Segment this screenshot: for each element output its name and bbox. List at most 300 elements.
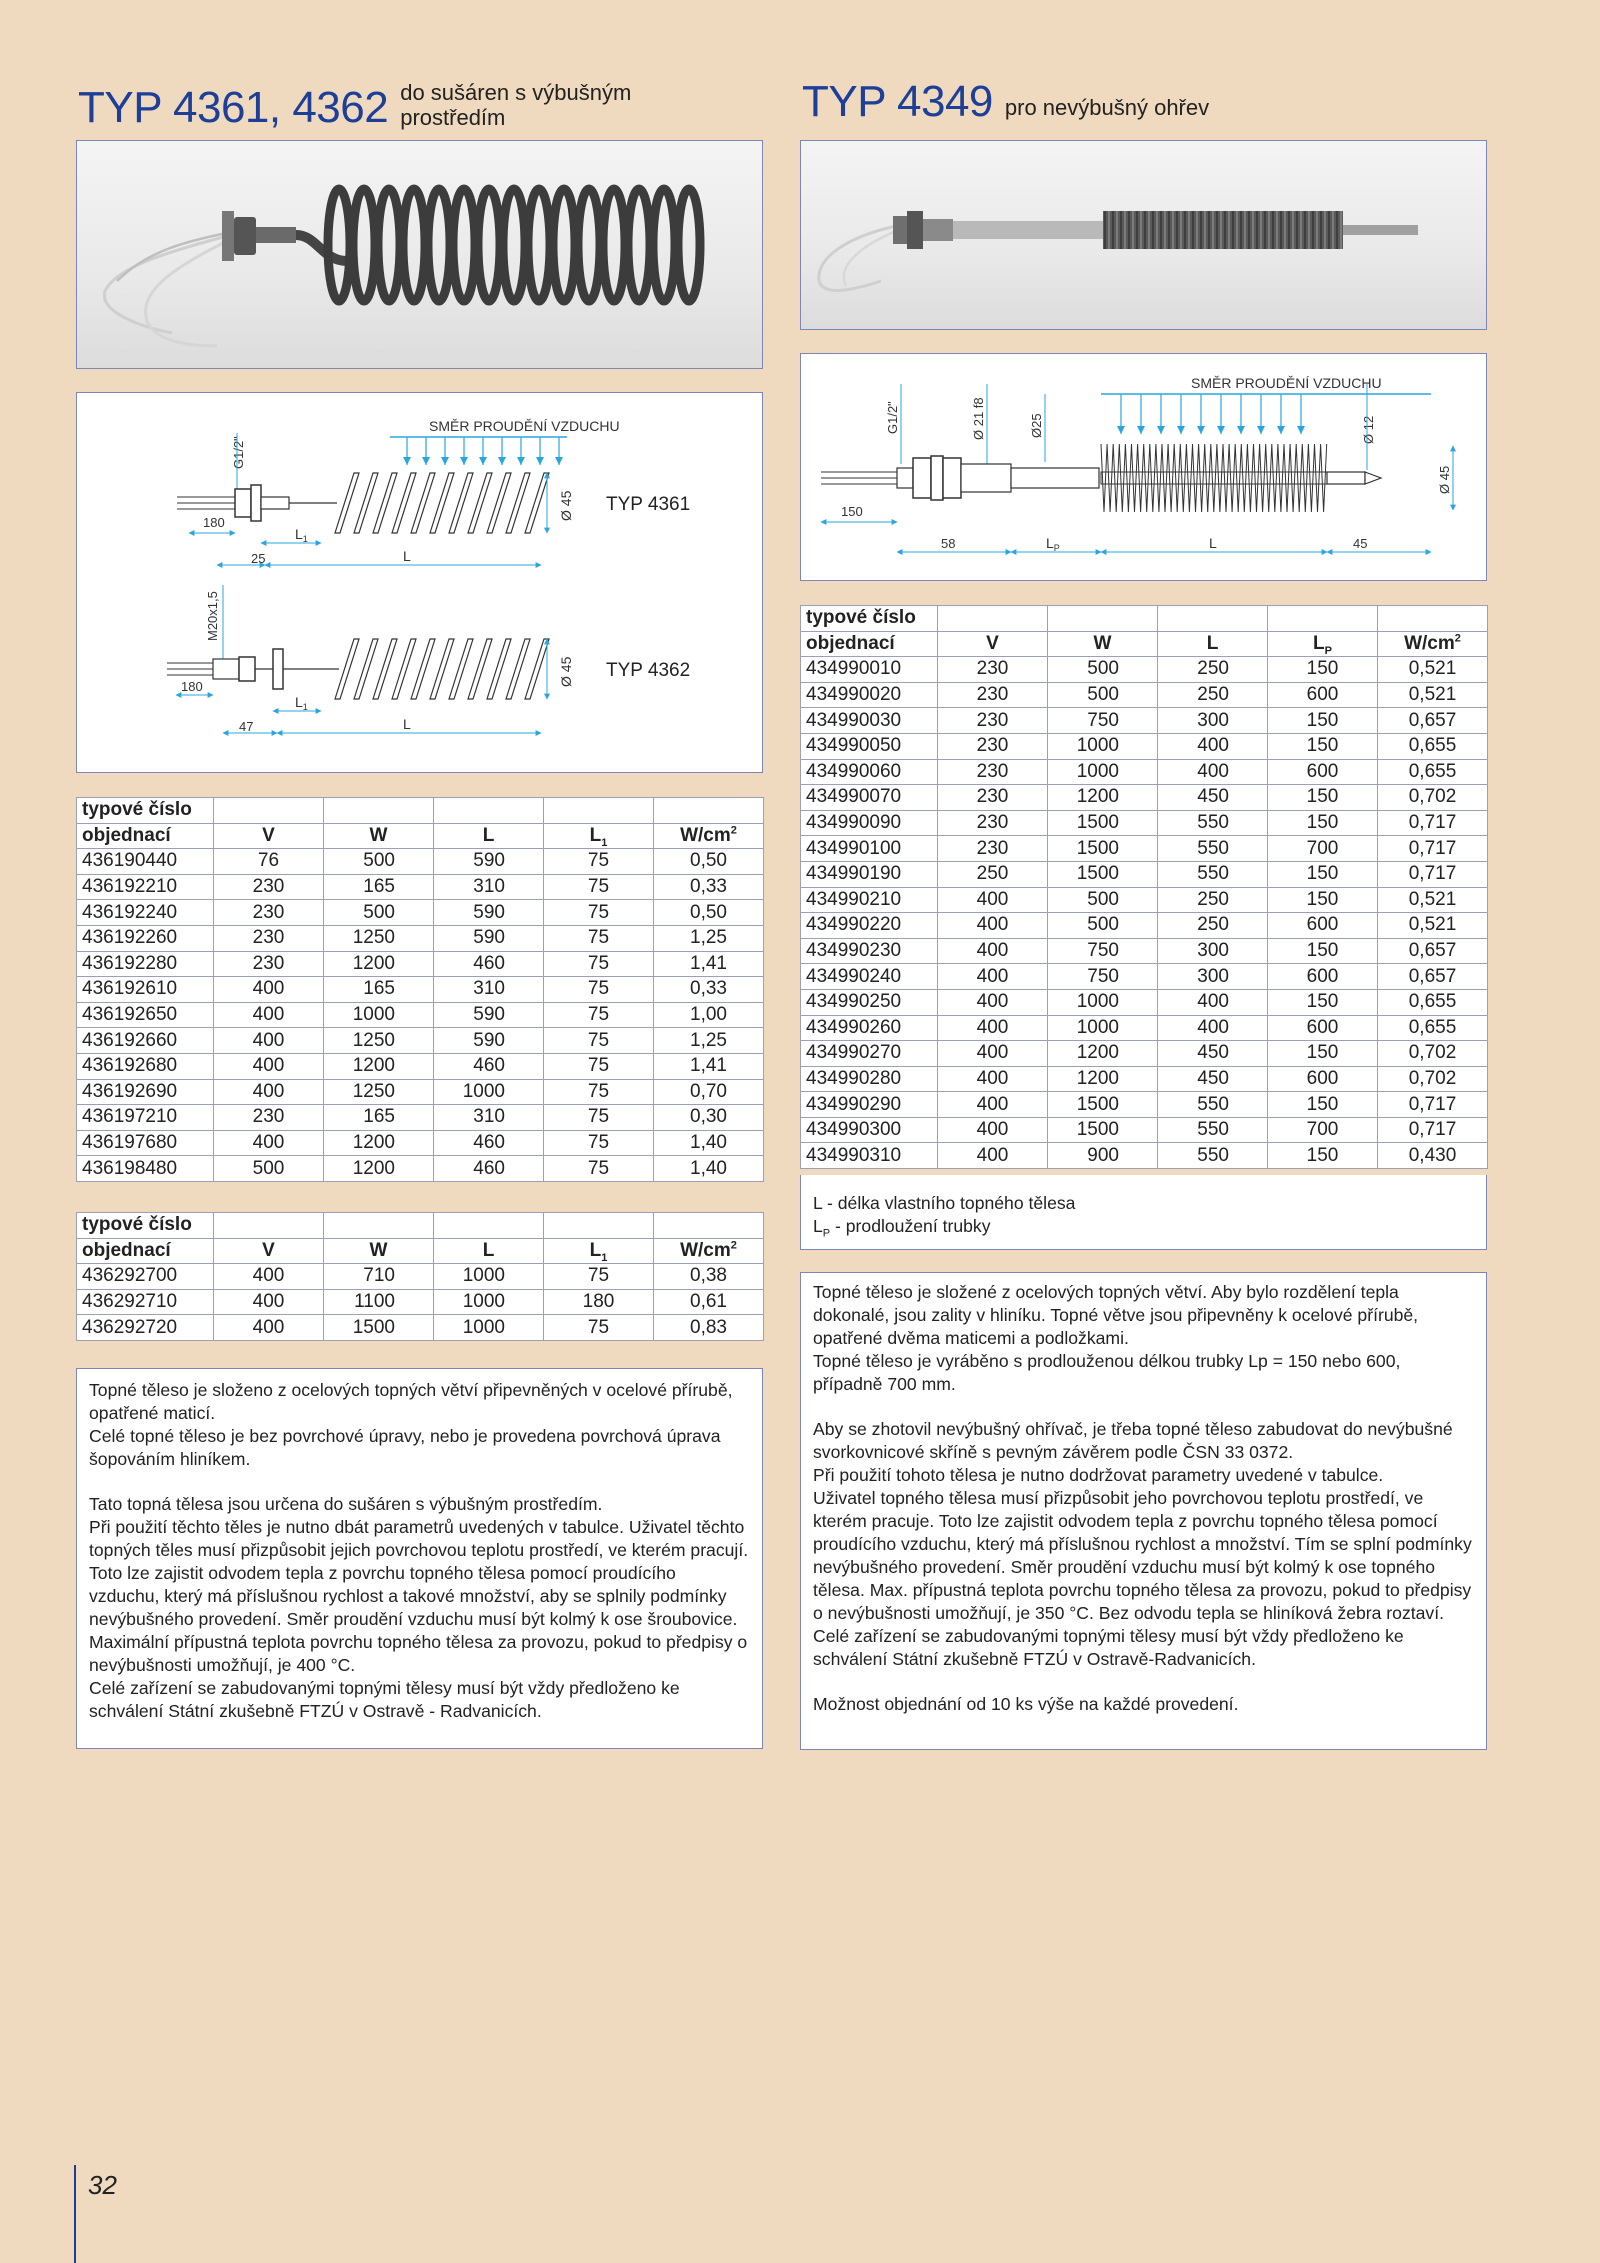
- airflow-arrowhead: [1277, 426, 1285, 434]
- order-number-cell: 436192650: [77, 1002, 214, 1028]
- dim-25-label: 25: [251, 551, 266, 566]
- fins-drawing: [1101, 444, 1327, 512]
- value-cell: 500: [324, 900, 434, 926]
- col-V: V: [214, 1238, 324, 1264]
- order-number-cell: 434990090: [801, 810, 938, 836]
- dia-label-bottom: Ø 45: [558, 656, 574, 687]
- value-cell: 1,25: [654, 1028, 764, 1054]
- value-cell: 75: [544, 900, 654, 926]
- flange: [222, 211, 234, 261]
- value-cell: 550: [1158, 1117, 1268, 1143]
- value-cell: 250: [1158, 657, 1268, 683]
- right-spec-table: [800, 605, 1488, 1169]
- nut-right-2: [943, 458, 961, 498]
- flange-bottom: [273, 649, 283, 689]
- order-number-cell: 436192280: [77, 951, 214, 977]
- table-header-row: [77, 823, 764, 849]
- value-cell: 1000: [434, 1315, 544, 1341]
- value-cell: 0,717: [1378, 1117, 1488, 1143]
- value-cell: 600: [1268, 913, 1378, 939]
- value-cell: 0,521: [1378, 682, 1488, 708]
- tip-cone: [1365, 472, 1381, 484]
- value-cell: 150: [1268, 733, 1378, 759]
- coil-drawing-bottom: [335, 639, 549, 699]
- airflow-arrowhead: [536, 457, 544, 465]
- order-number-cell: 436198480: [77, 1156, 214, 1182]
- value-cell: 550: [1158, 861, 1268, 887]
- value-cell: 500: [1048, 657, 1158, 683]
- order-number-cell: 434990280: [801, 1066, 938, 1092]
- order-number-cell: 436292700: [77, 1264, 214, 1290]
- coil-segment: [430, 473, 454, 533]
- value-cell: 1000: [324, 1002, 434, 1028]
- value-cell: 300: [1158, 938, 1268, 964]
- value-cell: 400: [214, 1315, 324, 1341]
- right-text-p6: Celé zařízení se zabudovanými topnými tělesy musí být vždy předloženo ke schválení Státní zkušebně FTZÚ v Ostravě-Radvanicích.: [813, 1626, 1404, 1669]
- dim-150-label: 150: [841, 504, 863, 519]
- order-number-cell: 436292720: [77, 1315, 214, 1341]
- table-row: [801, 733, 1488, 759]
- table-row: [801, 938, 1488, 964]
- table-row: [801, 810, 1488, 836]
- left-text-p3: Tato topná tělesa jsou určena do sušáren s výbušným prostředím.: [89, 1494, 603, 1514]
- value-cell: 1,41: [654, 951, 764, 977]
- left-subtitle-line2: prostředím: [400, 105, 506, 130]
- value-cell: 250: [938, 861, 1048, 887]
- dim-L-right-label: L: [1209, 535, 1217, 551]
- value-cell: 460: [434, 1053, 544, 1079]
- stem-top: [261, 497, 289, 509]
- value-cell: 500: [1048, 887, 1158, 913]
- value-cell: 230: [938, 759, 1048, 785]
- value-cell: 150: [1268, 861, 1378, 887]
- order-number-cell: 436190440: [77, 849, 214, 875]
- value-cell: 0,717: [1378, 1092, 1488, 1118]
- value-cell: 400: [938, 1092, 1048, 1118]
- value-cell: 500: [1048, 682, 1158, 708]
- value-cell: 0,655: [1378, 1015, 1488, 1041]
- coil-segment: [506, 473, 530, 533]
- dim-L-top-label: L: [403, 548, 411, 564]
- table-row: [801, 836, 1488, 862]
- value-cell: 230: [214, 900, 324, 926]
- value-cell: 230: [214, 925, 324, 951]
- table-row: [77, 1079, 764, 1105]
- value-cell: 400: [938, 887, 1048, 913]
- value-cell: 150: [1268, 887, 1378, 913]
- value-cell: 400: [214, 1130, 324, 1156]
- dim-45-right-label: 45: [1353, 536, 1368, 551]
- order-number-cell: 436292710: [77, 1289, 214, 1315]
- value-cell: 400: [938, 1117, 1048, 1143]
- order-number-cell: 436192690: [77, 1079, 214, 1105]
- value-cell: 1000: [1048, 1015, 1158, 1041]
- value-cell: 590: [434, 1002, 544, 1028]
- value-cell: 230: [938, 785, 1048, 811]
- coil-segment: [506, 639, 530, 699]
- order-number-cell: 434990060: [801, 759, 938, 785]
- value-cell: 400: [1158, 989, 1268, 1015]
- value-cell: 150: [1268, 708, 1378, 734]
- order-number-cell: 434990300: [801, 1117, 938, 1143]
- left-photo: [76, 140, 763, 369]
- thread-label-top: G1/2": [231, 436, 246, 469]
- value-cell: 150: [1268, 1092, 1378, 1118]
- coil-turn: [403, 189, 425, 301]
- value-cell: 0,430: [1378, 1143, 1488, 1169]
- table-row: [77, 1053, 764, 1079]
- value-cell: 180: [544, 1289, 654, 1315]
- value-cell: 1200: [1048, 1041, 1158, 1067]
- table-row: [801, 1117, 1488, 1143]
- coil-turn: [503, 189, 525, 301]
- value-cell: 400: [938, 989, 1048, 1015]
- value-cell: 700: [1268, 836, 1378, 862]
- value-cell: 400: [938, 1143, 1048, 1169]
- value-cell: 0,70: [654, 1079, 764, 1105]
- order-number-cell: 434990290: [801, 1092, 938, 1118]
- value-cell: 500: [214, 1156, 324, 1182]
- value-cell: 0,717: [1378, 810, 1488, 836]
- order-number-cell: 436192680: [77, 1053, 214, 1079]
- order-number-cell: 436192260: [77, 925, 214, 951]
- left-subtitle-line1: do sušáren s výbušným: [400, 80, 632, 105]
- order-number-cell: 434990100: [801, 836, 938, 862]
- left-title: TYP 4361, 4362: [78, 83, 389, 132]
- table-row: [801, 1066, 1488, 1092]
- collar-right: [961, 464, 1011, 492]
- coil-segment: [373, 473, 397, 533]
- spiral-coils: [328, 189, 700, 301]
- table-row: [801, 913, 1488, 939]
- value-cell: 1200: [1048, 785, 1158, 811]
- value-cell: 600: [1268, 964, 1378, 990]
- col-L1: $L_1$: [544, 1238, 654, 1264]
- value-cell: 230: [214, 951, 324, 977]
- table-row: [77, 951, 764, 977]
- value-cell: 0,702: [1378, 1066, 1488, 1092]
- value-cell: 0,657: [1378, 964, 1488, 990]
- right-photo: [800, 140, 1487, 330]
- table-row: [77, 849, 764, 875]
- value-cell: 1000: [434, 1289, 544, 1315]
- value-cell: 600: [1268, 759, 1378, 785]
- header-cell: objednací: [801, 631, 938, 657]
- value-cell: 460: [434, 1130, 544, 1156]
- value-cell: 500: [324, 849, 434, 875]
- coil-segment: [392, 639, 416, 699]
- value-cell: 310: [434, 874, 544, 900]
- right-text-p2: Topné těleso je vyráběno s prodlouženou délkou trubky Lp = 150 nebo 600, případně 700 mm.: [813, 1351, 1401, 1394]
- table-header-row: [801, 606, 1488, 632]
- value-cell: 0,33: [654, 977, 764, 1003]
- left-title-row: [78, 80, 631, 130]
- value-cell: 250: [1158, 682, 1268, 708]
- coil-segment: [487, 639, 511, 699]
- value-cell: 230: [938, 657, 1048, 683]
- value-cell: 75: [544, 849, 654, 875]
- coil-segment: [525, 473, 549, 533]
- value-cell: 0,50: [654, 849, 764, 875]
- value-cell: 400: [938, 913, 1048, 939]
- right-text-p4: Při použití tohoto tělesa je nutno dodržovat parametry uvedené v tabulce.: [813, 1465, 1384, 1485]
- dim-Lp-label: $L_P$: [1046, 535, 1060, 553]
- airflow-arrowhead: [460, 457, 468, 465]
- value-cell: 400: [938, 1066, 1048, 1092]
- value-cell: 400: [938, 1015, 1048, 1041]
- order-number-cell: 434990270: [801, 1041, 938, 1067]
- value-cell: 0,521: [1378, 657, 1488, 683]
- value-cell: 1000: [1048, 759, 1158, 785]
- coil-segment: [354, 639, 378, 699]
- fins: [1103, 211, 1343, 249]
- legend-L: L - délka vlastního topného tělesa: [813, 1193, 1076, 1213]
- fins-core: [1101, 472, 1327, 484]
- col-wcm: $W/cm^2$: [654, 1238, 764, 1264]
- coil-segment: [468, 639, 492, 699]
- value-cell: 1250: [324, 925, 434, 951]
- value-cell: 550: [1158, 836, 1268, 862]
- value-cell: 0,655: [1378, 733, 1488, 759]
- value-cell: 590: [434, 1028, 544, 1054]
- airflow-label-right: SMĚR PROUDĚNÍ VZDUCHU: [1191, 375, 1382, 391]
- value-cell: 400: [214, 1079, 324, 1105]
- airflow-arrowhead: [1237, 426, 1245, 434]
- airflow-arrowhead: [422, 457, 430, 465]
- order-number-cell: 434990260: [801, 1015, 938, 1041]
- value-cell: 600: [1268, 1066, 1378, 1092]
- col-wcm: $W/cm^2$: [1378, 631, 1488, 657]
- value-cell: 400: [214, 1053, 324, 1079]
- left-text-p4: Při použití těchto těles je nutno dbát parametrů uvedených v tabulce. Uživatel těchto topných těles musí přizpůsobit jejich povrchovou teplotu prostředí, ve kterém pracují. Toto lze zajistit odvodem tepla z povrchu topného tělesa pomocí proudícího vzduchu, který má příslušnou rychlost a takové množství, aby se splnily podmínky nevýbušného provedení. Směr proudění vzduchu musí být kolmý k ose šroubovice.: [89, 1517, 749, 1629]
- left-text-p2: Celé topné těleso je bez povrchové úpravy, nebo je provedena povrchová úprava šopováním hliníkem.: [89, 1426, 721, 1469]
- value-cell: 165: [324, 977, 434, 1003]
- value-cell: 150: [1268, 810, 1378, 836]
- coil-turn: [378, 189, 400, 301]
- airflow-label-top: SMĚR PROUDĚNÍ VZDUCHU: [429, 418, 620, 434]
- gland-bottom: [213, 659, 239, 679]
- value-cell: 230: [938, 708, 1048, 734]
- order-number-cell: 436192610: [77, 977, 214, 1003]
- left-diagram: [76, 392, 763, 773]
- header-cell: typové číslo: [77, 1213, 214, 1239]
- header-cell: objednací: [77, 823, 214, 849]
- value-cell: 400: [214, 1264, 324, 1290]
- order-number-cell: 434990030: [801, 708, 938, 734]
- coil-segment: [335, 473, 359, 533]
- table-row: [801, 759, 1488, 785]
- table-row: [801, 861, 1488, 887]
- airflow-arrowhead: [441, 457, 449, 465]
- col-L: L: [434, 1238, 544, 1264]
- right-subtitle: pro nevýbušný ohřev: [1004, 95, 1210, 120]
- washer-right: [931, 456, 943, 500]
- table-row: [77, 925, 764, 951]
- value-cell: 710: [324, 1264, 434, 1290]
- value-cell: 0,702: [1378, 785, 1488, 811]
- right-text-p1: Topné těleso je složené z ocelových topných větví. Aby bylo rozdělení tepla dokonalé, jsou zality v hliníku. Topné větve jsou připevněny k ocelové přírubě, opatřené dvěma maticemi a podložkami.: [813, 1282, 1419, 1348]
- coil-segment: [449, 639, 473, 699]
- value-cell: 0,657: [1378, 938, 1488, 964]
- order-number-cell: 434990010: [801, 657, 938, 683]
- value-cell: 165: [324, 874, 434, 900]
- col-V: V: [938, 631, 1048, 657]
- table-row: [801, 785, 1488, 811]
- order-number-cell: 434990070: [801, 785, 938, 811]
- value-cell: 1,40: [654, 1156, 764, 1182]
- value-cell: 75: [544, 1315, 654, 1341]
- airflow-arrowhead: [1197, 426, 1205, 434]
- value-cell: 0,717: [1378, 836, 1488, 862]
- nut-bottom: [239, 657, 255, 681]
- value-cell: 150: [1268, 657, 1378, 683]
- value-cell: 75: [544, 1079, 654, 1105]
- value-cell: 0,38: [654, 1264, 764, 1290]
- value-cell: 1200: [1048, 1066, 1158, 1092]
- coil-drawing-top: [335, 473, 549, 533]
- value-cell: 1500: [1048, 1092, 1158, 1118]
- table-row: [77, 1002, 764, 1028]
- table-row: [77, 1264, 764, 1290]
- value-cell: 600: [1268, 682, 1378, 708]
- bend: [296, 235, 347, 261]
- page-number-rule: [74, 2165, 76, 2263]
- value-cell: 700: [1268, 1117, 1378, 1143]
- dim-180-top-label: 180: [203, 515, 225, 530]
- value-cell: 450: [1158, 1041, 1268, 1067]
- value-cell: 75: [544, 925, 654, 951]
- value-cell: 0,33: [654, 874, 764, 900]
- coil-segment: [487, 473, 511, 533]
- coil-turn: [453, 189, 475, 301]
- value-cell: 165: [324, 1105, 434, 1131]
- typ-4362-label: TYP 4362: [606, 660, 691, 681]
- value-cell: 300: [1158, 708, 1268, 734]
- order-number-cell: 436192210: [77, 874, 214, 900]
- nut: [234, 217, 256, 255]
- value-cell: 1000: [434, 1079, 544, 1105]
- collar: [923, 219, 953, 241]
- coil-segment: [354, 473, 378, 533]
- tip-rod: [1343, 225, 1418, 235]
- value-cell: 75: [544, 1130, 654, 1156]
- order-number-cell: 434990230: [801, 938, 938, 964]
- col-V: V: [214, 823, 324, 849]
- value-cell: 75: [544, 1053, 654, 1079]
- value-cell: 75: [544, 977, 654, 1003]
- value-cell: 75: [544, 951, 654, 977]
- airflow-arrowhead: [479, 457, 487, 465]
- flange-top: [251, 485, 261, 521]
- table-row: [801, 1092, 1488, 1118]
- table-header-row: [77, 798, 764, 824]
- value-cell: 1250: [324, 1028, 434, 1054]
- stem: [256, 227, 296, 243]
- col-L1: $L_1$: [544, 823, 654, 849]
- airflow-arrowhead: [517, 457, 525, 465]
- value-cell: 750: [1048, 938, 1158, 964]
- right-diagram: [800, 353, 1487, 581]
- table-row: [801, 964, 1488, 990]
- value-cell: 250: [1158, 913, 1268, 939]
- table-header-row: [77, 1213, 764, 1239]
- value-cell: 0,657: [1378, 708, 1488, 734]
- coil-turn: [528, 189, 550, 301]
- value-cell: 400: [214, 977, 324, 1003]
- thread-label-right: G1/2": [885, 401, 900, 434]
- fins-zigzag: [1101, 444, 1327, 512]
- coil-segment: [411, 473, 435, 533]
- value-cell: 230: [214, 1105, 324, 1131]
- value-cell: 750: [1048, 708, 1158, 734]
- order-number-cell: 434990240: [801, 964, 938, 990]
- order-number-cell: 434990220: [801, 913, 938, 939]
- value-cell: 550: [1158, 810, 1268, 836]
- airflow-arrowhead: [498, 457, 506, 465]
- value-cell: 310: [434, 977, 544, 1003]
- value-cell: 230: [214, 874, 324, 900]
- value-cell: 1,40: [654, 1130, 764, 1156]
- coil-segment: [430, 639, 454, 699]
- nut-right-1: [913, 458, 931, 498]
- thread-label-bottom: M20x1,5: [205, 591, 220, 641]
- value-cell: 590: [434, 849, 544, 875]
- airflow-arrowhead: [1137, 426, 1145, 434]
- value-cell: 0,655: [1378, 759, 1488, 785]
- value-cell: 400: [214, 1002, 324, 1028]
- coil-turn: [653, 189, 675, 301]
- value-cell: 0,655: [1378, 989, 1488, 1015]
- airflow-arrowhead: [1217, 426, 1225, 434]
- value-cell: 230: [938, 682, 1048, 708]
- value-cell: 0,521: [1378, 887, 1488, 913]
- value-cell: 400: [938, 938, 1048, 964]
- left-text-p5: Maximální přípustná teplota povrchu topného tělesa za provozu, pokud to předpisy o nevýbušnosti umožňují, je 400 °C.: [89, 1632, 748, 1675]
- airflow-arrowhead: [1157, 426, 1165, 434]
- value-cell: 75: [544, 874, 654, 900]
- coil-turn: [603, 189, 625, 301]
- typ-4361-label: TYP 4361: [606, 494, 691, 515]
- value-cell: 460: [434, 951, 544, 977]
- header-cell: typové číslo: [77, 798, 214, 824]
- gland-right: [897, 468, 913, 488]
- value-cell: 1,25: [654, 925, 764, 951]
- airflow-arrowhead: [1297, 426, 1305, 434]
- value-cell: 400: [214, 1028, 324, 1054]
- value-cell: 1000: [1048, 733, 1158, 759]
- value-cell: 1250: [324, 1079, 434, 1105]
- value-cell: 230: [938, 836, 1048, 862]
- right-text-p5: Uživatel topného tělesa musí přizpůsobit jeho povrchovou teplotu prostředí, ve kterém pracuje. Toto lze zajistit odvodem tepla z povrchu topného tělesa pomocí proudícího vzduchu, který má příslušnou rychlost a množství. Tím se splní podmínky nevýbušného provedení. Směr proudění vzduchu musí být kolmý k ose topného tělesa. Max. přípustná teplota povrchu topného tělesa za provozu, pokud to předpisy o nevýbušnosti umožňují, je 350 °C. Bez odvodu tepla se hliníková žebra roztaví.: [813, 1488, 1472, 1623]
- value-cell: 0,30: [654, 1105, 764, 1131]
- value-cell: 550: [1158, 1143, 1268, 1169]
- header-cell: objednací: [77, 1238, 214, 1264]
- table-row: [77, 1130, 764, 1156]
- right-description: [800, 1272, 1487, 1750]
- value-cell: 1500: [324, 1315, 434, 1341]
- value-cell: 0,521: [1378, 913, 1488, 939]
- value-cell: 0,50: [654, 900, 764, 926]
- value-cell: 76: [214, 849, 324, 875]
- coil-segment: [373, 639, 397, 699]
- value-cell: 150: [1268, 989, 1378, 1015]
- spiral-heater-photo: [77, 141, 761, 367]
- order-number-cell: 436192660: [77, 1028, 214, 1054]
- value-cell: 500: [1048, 913, 1158, 939]
- dim-180-bottom-label: 180: [181, 679, 203, 694]
- finned-heater-photo: [801, 141, 1485, 328]
- right-legend: [800, 1175, 1487, 1250]
